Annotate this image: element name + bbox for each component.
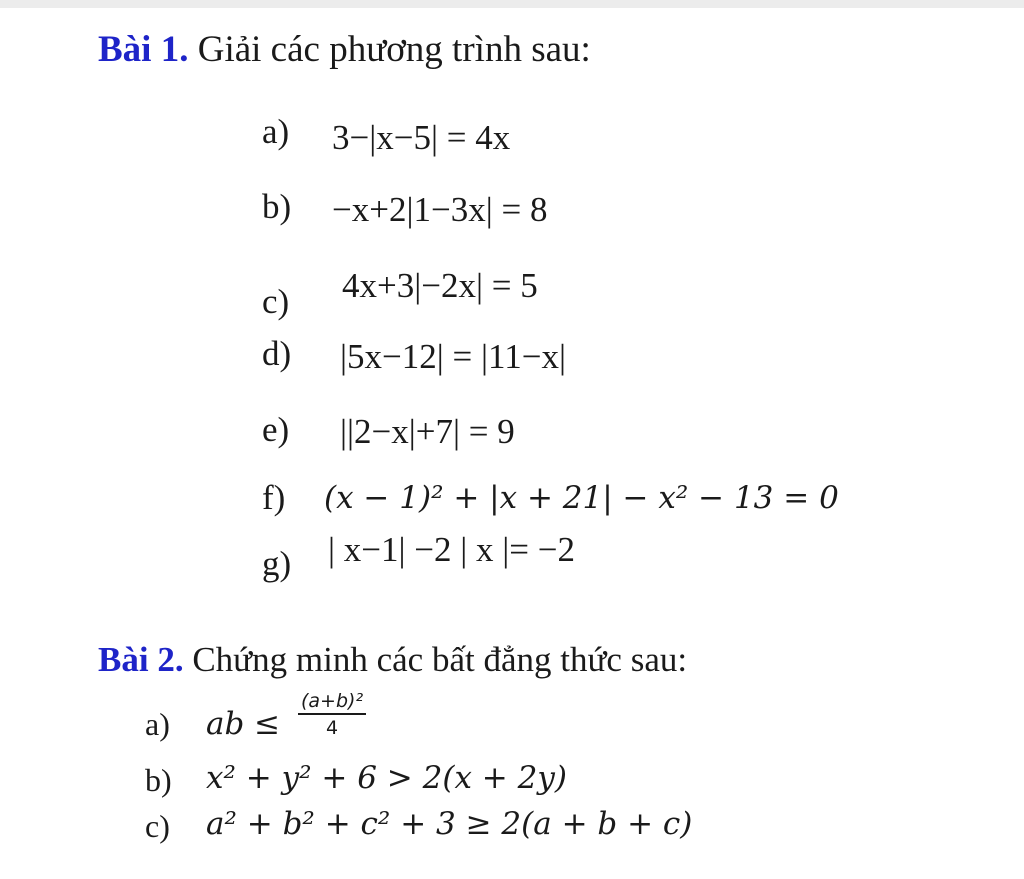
equation-g: | x−1| −2 | x |= −2 (328, 530, 575, 569)
equation-c: 4x+3|−2x| = 5 (342, 266, 538, 305)
exercise-1-label: Bài 1. (98, 29, 189, 70)
item-label: c) (145, 808, 170, 844)
exercise-1-heading (98, 28, 591, 71)
fraction-denominator: 4 (325, 717, 339, 739)
equation-b: −x+2|1−3x| = 8 (332, 190, 548, 229)
inequality-c: a² + b² + c² + 3 ≥ 2(a + b + c) (206, 806, 693, 842)
exercise-2-label: Bài 2. (98, 640, 184, 679)
exercise-2-title: Chứng minh các bất đẳng thức sau: (192, 640, 688, 679)
equation-f: (x − 1)² + |x + 21| − x² − 13 = 0 (324, 480, 839, 516)
inequality-b: x² + y² + 6 > 2(x + 2y) (206, 760, 567, 796)
item-label: b) (262, 187, 292, 226)
fraction-numerator: (a+b)² (298, 690, 366, 715)
item-label: e) (262, 410, 290, 449)
exercise-2-heading (98, 640, 687, 680)
item-label: a) (145, 706, 170, 742)
equation-a: 3−|x−5| = 4x (332, 118, 511, 157)
item-label: d) (262, 334, 292, 373)
top-bar (0, 0, 1024, 8)
item-label: c) (262, 282, 290, 321)
exercise-1-title: Giải các phương trình sau: (197, 29, 591, 70)
fraction (298, 690, 366, 739)
equation-e: ||2−x|+7| = 9 (340, 412, 515, 451)
inequality-a: ab ≤ (206, 706, 281, 742)
equation-d: |5x−12| = |11−x| (340, 337, 566, 376)
item-label: b) (145, 762, 172, 798)
item-label: a) (262, 112, 290, 151)
item-label: g) (262, 544, 292, 583)
item-label: f) (262, 478, 286, 517)
